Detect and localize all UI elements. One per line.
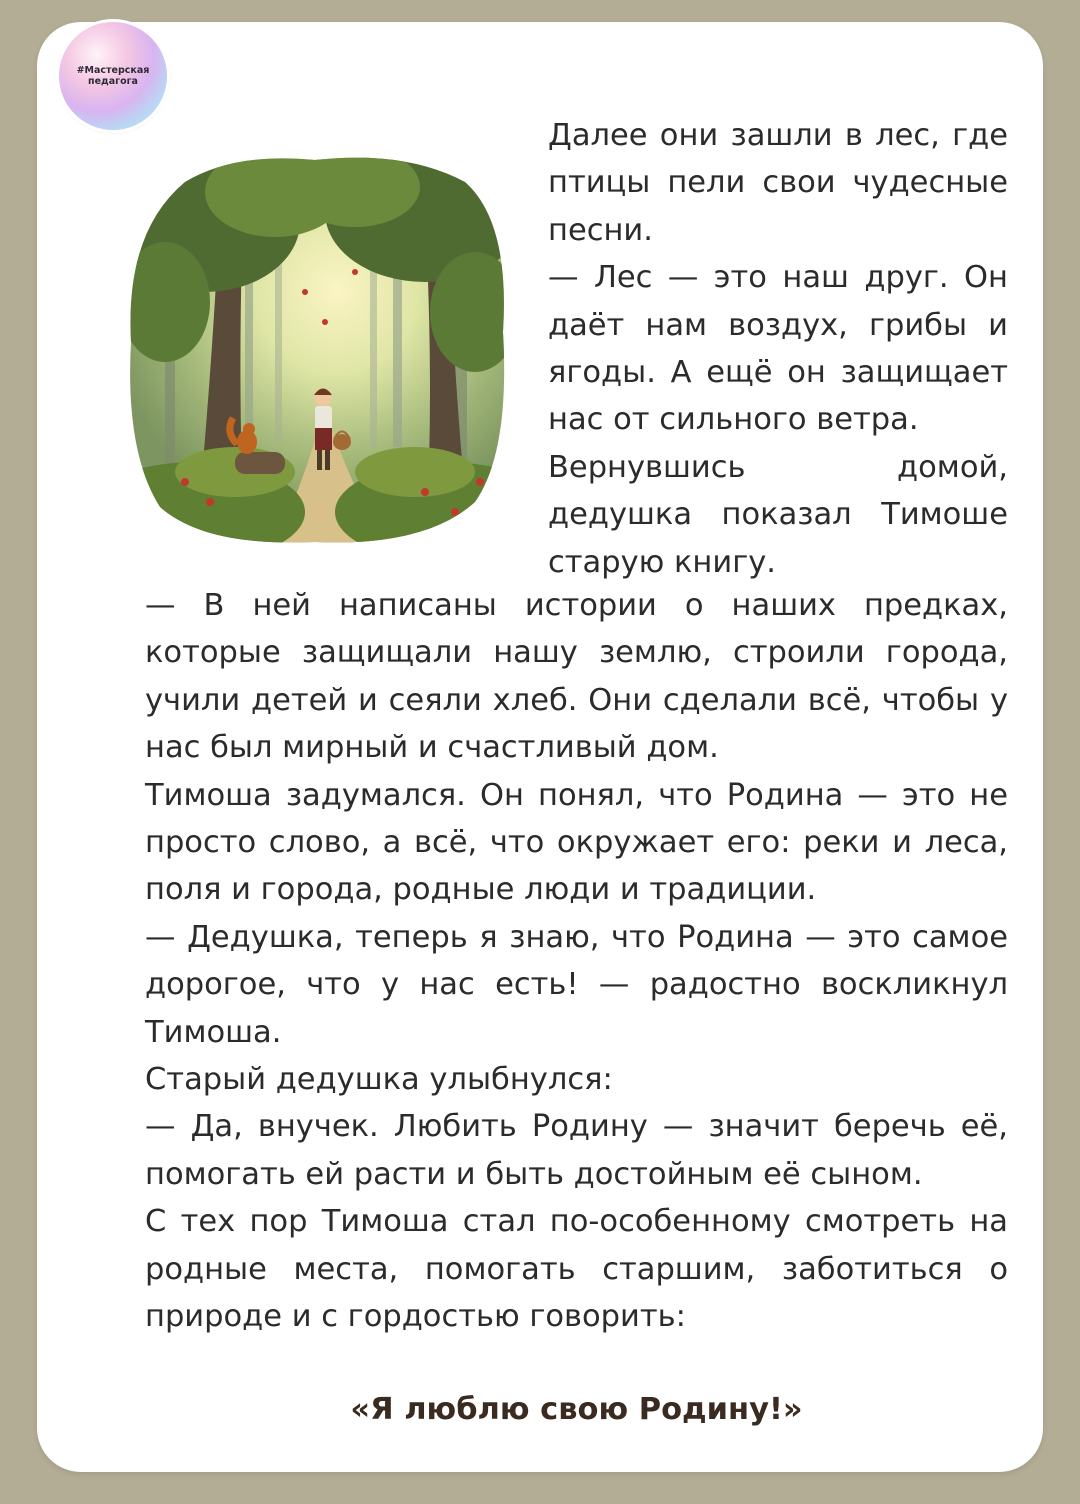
story-paragraph: — Лес — это наш друг. Он даёт нам воздух, грибы и ягоды. А ещё он защищает нас от сильного ветра. (548, 260, 1008, 438)
story-paragraph: — Да, внучек. Любить Родину — значит беречь её, помогать ей расти и быть достойным её сыном. (145, 1109, 1008, 1192)
workshop-logo-badge (59, 22, 167, 130)
story-text-main (145, 582, 1008, 1341)
logo-text: #Мастерская педагога (76, 65, 150, 87)
story-text-side (548, 112, 1008, 586)
story-paragraph: Тимоша задумался. Он понял, что Родина — это не просто слово, а всё, что окружает его: реки и леса, поля и города, родные люди и традиции. (145, 777, 1008, 908)
story-paragraph: Старый дедушка улыбнулся: (145, 1062, 613, 1098)
story-paragraph: — В ней написаны истории о наших предках, которые защищали нашу землю, строили города, учили детей и сеяли хлеб. Они сделали всё, чтобы у нас был мирный и счастливый дом. (145, 588, 1008, 766)
story-paragraph: Далее они зашли в лес, где птицы пели свои чудесные песни. (548, 118, 1008, 248)
forest-boy-illustration (125, 152, 510, 547)
story-paragraph: С тех пор Тимоша стал по-особенному смотреть на родные места, помогать старшим, заботиться о природе и с гордостью говорить: (145, 1204, 1008, 1335)
closing-quote: «Я люблю свою Родину!» (350, 1392, 803, 1427)
story-page (37, 22, 1043, 1472)
story-paragraph: — Дедушка, теперь я знаю, что Родина — это самое дорогое, что у нас есть! — радостно воскликнул Тимоша. (145, 919, 1008, 1050)
story-paragraph: Вернувшись домой, дедушка показал Тимоше старую книгу. (548, 449, 1008, 580)
